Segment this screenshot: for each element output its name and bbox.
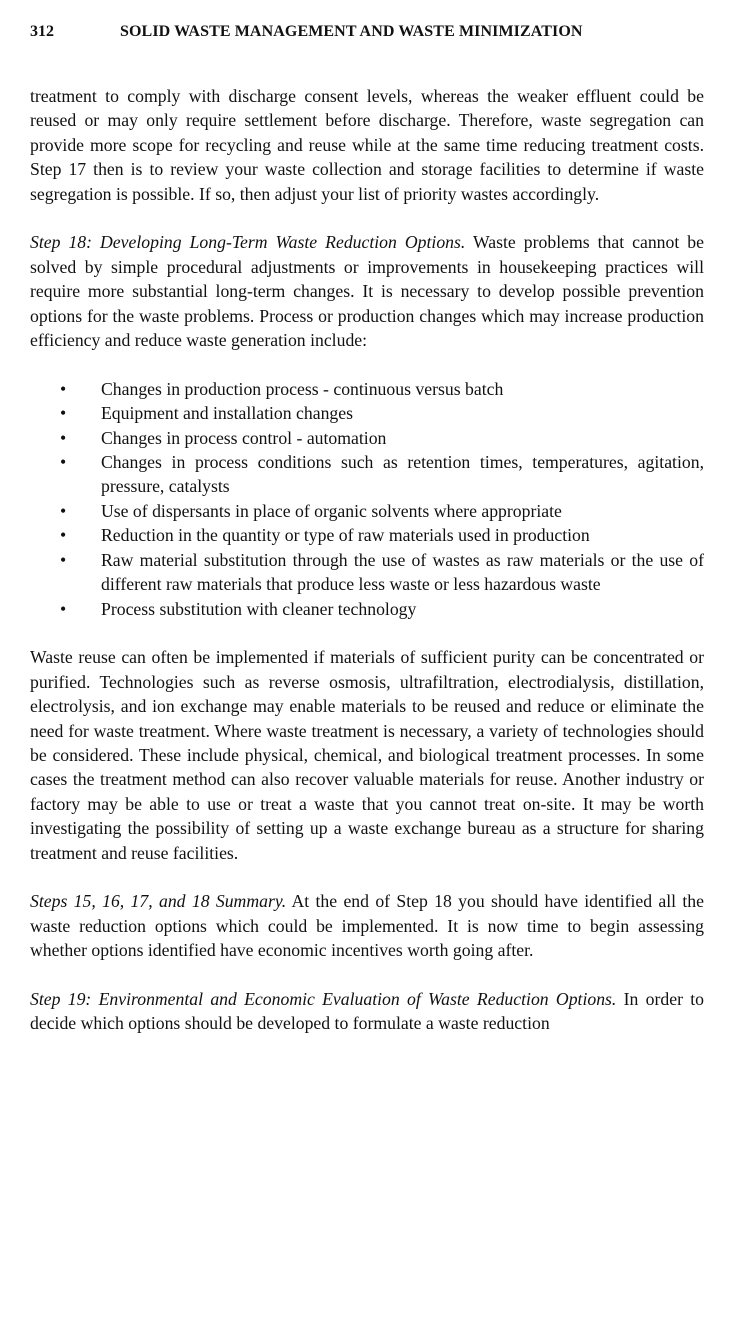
list-item-text: Process substitution with cleaner technology	[101, 598, 417, 619]
bullet-icon: •	[60, 549, 67, 570]
bullet-icon: •	[60, 403, 67, 424]
list-item-text: Changes in process conditions such as retention times, temperatures, agitation, pressure, catalysts	[101, 452, 704, 497]
list-item-text: Changes in process control - automation	[101, 427, 387, 448]
list-item	[30, 597, 704, 621]
running-head	[30, 18, 704, 46]
list-item	[30, 499, 704, 523]
bullet-icon: •	[60, 378, 67, 399]
bullet-icon: •	[60, 598, 67, 619]
process-changes-list	[30, 377, 704, 621]
step-18-text: Waste problems that cannot be solved by simple procedural adjustments or improvements in housekeeping practices will require more substantial long-term changes. It is necessary to develop possible prevention options for the waste problems. Process or production changes which may increase production efficiency and reduce waste generation include:	[30, 232, 704, 351]
list-item-text: Use of dispersants in place of organic solvents where appropriate	[101, 500, 562, 521]
body-text	[30, 84, 704, 1036]
running-title: SOLID WASTE MANAGEMENT AND WASTE MINIMIZATION	[120, 23, 583, 40]
bullet-icon: •	[60, 427, 67, 448]
paragraph-treatment-continuation: treatment to comply with discharge consent levels, whereas the weaker effluent could be reused or may only require settlement before discharge. Therefore, waste segregation can provide more scope for recycling and reuse while at the same time reducing treatment costs. Step 17 then is to review your waste collection and storage facilities to determine if waste segregation is possible. If so, then adjust your list of priority wastes accordingly.	[30, 86, 704, 204]
list-item	[30, 401, 704, 425]
summary-text: At the end of Step 18 you should have identified all the waste reduction options which could be implemented. It is now time to begin assessing whether options identified have economic incentives worth going after.	[30, 891, 705, 961]
list-item-text: Raw material substitution through the use of wastes as raw materials or the use of different raw materials that produce less waste or less hazardous waste	[101, 549, 704, 595]
list-item-text: Reduction in the quantity or type of raw materials used in production	[101, 525, 590, 546]
bullet-icon: •	[60, 525, 67, 546]
list-item-text: Changes in production process - continuous versus batch	[101, 378, 504, 399]
bullet-icon: •	[60, 452, 67, 473]
step-19-text: In order to decide which options should be developed to formulate a waste reduction	[30, 988, 704, 1034]
list-item	[30, 548, 704, 597]
list-item	[30, 426, 704, 450]
paragraph-steps-summary	[30, 889, 704, 962]
list-item	[30, 450, 704, 499]
paragraph-step-18	[30, 230, 704, 352]
list-item-text: Equipment and installation changes	[101, 403, 353, 424]
bullet-icon: •	[60, 500, 67, 521]
paragraph-waste-reuse: Waste reuse can often be implemented if materials of sufficient purity can be concentrated or purified. Technologies such as reverse osmosis, ultrafiltration, electrodialysis, distillation, electrolysis, and ion exchange may enable materials to be reused and reduce or eliminate the need for waste treatment. Where waste treatment is necessary, a variety of technologies should be considered. These include physical, chemical, and biological treatment processes. In some cases the treatment method can also recover valuable materials for reuse. Another industry or factory may be able to use or treat a waste that you cannot treat on-site. It may be worth investigating the possibility of setting up a waste exchange bureau as a structure for sharing treatment and reuse facilities.	[30, 647, 704, 863]
book-page	[30, 18, 704, 1060]
summary-heading: Steps 15, 16, 17, and 18 Summary.	[30, 891, 287, 912]
list-item	[30, 523, 704, 547]
step-18-heading: Step 18: Developing Long-Term Waste Reduction Options.	[30, 232, 466, 253]
paragraph-step-19	[30, 987, 704, 1036]
page-number: 312	[30, 23, 54, 40]
list-item	[30, 377, 704, 401]
step-19-heading: Step 19: Environmental and Economic Evaluation of Waste Reduction Options.	[30, 988, 617, 1009]
